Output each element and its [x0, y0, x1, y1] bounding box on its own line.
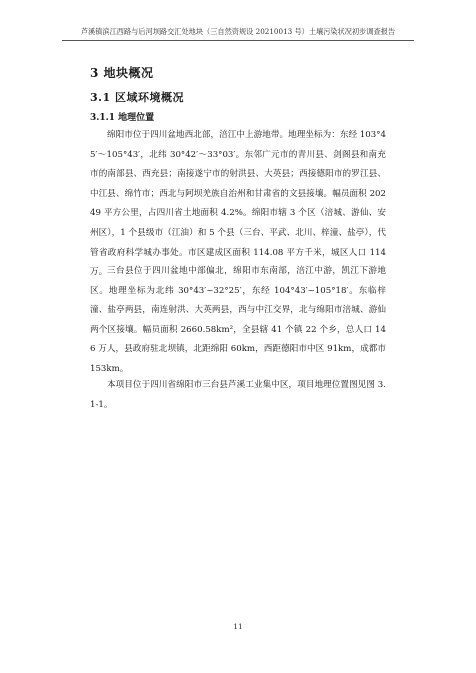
section-heading: 3 地块概况: [90, 66, 154, 80]
subsection-heading: 3.1 区域环境概况: [90, 91, 184, 104]
paragraph-santai: 三台县位于四川盆地中部偏北，绵阳市东南部，涪江中游，凯江下游地区。地理坐标为北纬 30°43′~32°25′，东经 104°43′~105°18′。东临梓潼、盐亭两县，南连射洪、大英两县，西与中江交界，北与绵阳市涪城、游仙两个区接壤。幅员面积 2660.58km²，全县辖 41 个镇 22 个乡，总人口 146 万人，县政府驻北坝镇，北距绵阳 60km，西距德阳市中区 91km，成都市 153km。: [90, 266, 386, 374]
paragraph-project-location: 本项目位于四川省绵阳市三台县芦溪工业集中区，项目地理位置图见图 3.1-1。: [90, 380, 386, 410]
page-header: 芦溪镇滨江西路与后河坝路交汇处地块（三自然资规设 20210013 号）土壤污染状况初步调查报告: [62, 26, 414, 41]
page-number: 11: [233, 622, 243, 631]
paragraph-mianyang: 绵阳市位于四川盆地西北部，涪江中上游地带。地理坐标为：东经 103°45′～105°43′，北纬 30°42′～33°03′。东邻广元市的青川县、剑阁县和南充市的南部县、西充县；南接遂宁市的射洪县、大英县；西接德阳市的罗江县、中江县、绵竹市；西北与阿坝羌族自治州和甘肃省的文县接壤。幅员面积 20249 平方公里，占四川省土地面积 4.2%。绵阳市辖 3 个区（涪城、游仙、安州区），1 个县级市（江油）和 5 个县（三台、平武、北川、梓潼、盐亭），代管省政府科学城办事处。市区建成区面积 114.08 平方千米，城区人口 114 万。: [90, 130, 386, 278]
subsubsection-heading: 3.1.1 地理位置: [90, 113, 155, 123]
